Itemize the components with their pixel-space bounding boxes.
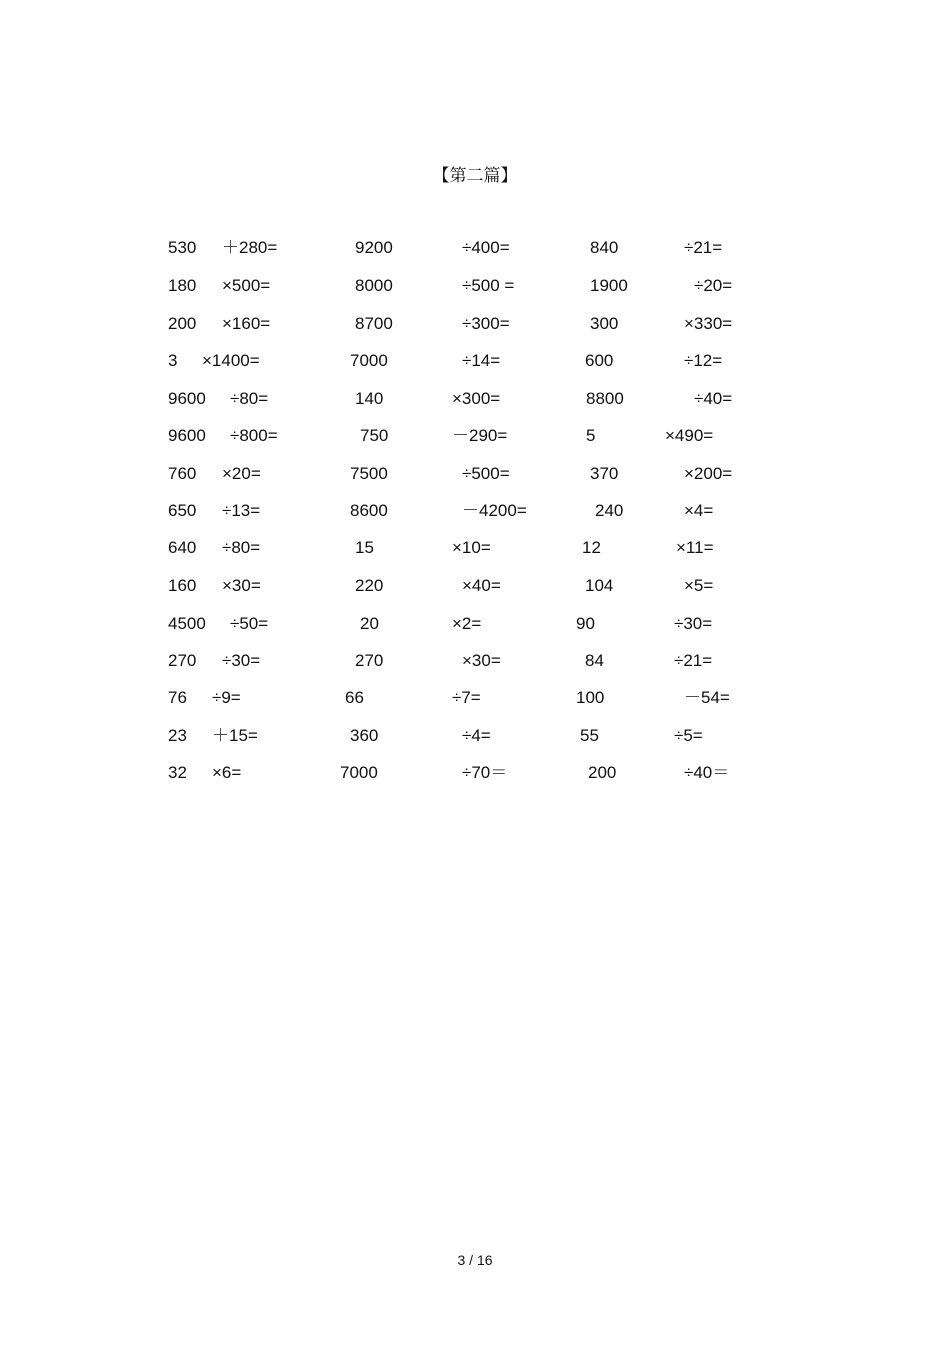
operation-b: ÷500 = [462,276,515,295]
operation-a: ＋280= [222,238,278,257]
operand-a: 32 [168,763,187,782]
operand-c: 104 [585,576,614,595]
operand-b: 750 [360,426,389,445]
problem-row [0,649,950,673]
operation-a: ×6= [212,763,242,782]
operation-c: ×330= [684,314,733,333]
operand-a: 3 [168,351,178,370]
operation-c: ×5= [684,576,714,595]
operation-c: ÷30= [674,614,713,633]
operand-b: 7000 [350,351,388,370]
problem-row [0,574,950,598]
operation-b: ÷4= [462,726,491,745]
operand-b: 8700 [355,314,393,333]
operand-b: 8600 [350,501,388,520]
problem-row [0,612,950,636]
operation-c: ÷40＝ [684,763,730,782]
operation-a: ÷80= [222,538,261,557]
operation-c: ÷12= [684,351,723,370]
operation-b: ×300= [452,389,501,408]
operand-b: 220 [355,576,384,595]
operand-c: 12 [582,538,601,557]
problem-row [0,724,950,748]
operand-a: 760 [168,464,197,483]
operand-a: 640 [168,538,197,557]
operation-a: ÷9= [212,688,241,707]
operation-b: ×40= [462,576,501,595]
operand-b: 360 [350,726,379,745]
operation-b: ÷500= [462,464,510,483]
operand-c: 1900 [590,276,628,295]
operation-b: ÷7= [452,688,481,707]
operand-c: 100 [576,688,605,707]
operand-a: 180 [168,276,197,295]
operation-a: ÷30= [222,651,261,670]
operation-c: －54= [684,688,730,707]
problem-row [0,536,950,560]
operand-c: 84 [585,651,604,670]
operand-a: 9600 [168,426,206,445]
operand-c: 370 [590,464,619,483]
operation-b: ÷14= [462,351,501,370]
problem-row [0,387,950,411]
operation-c: ÷21= [674,651,713,670]
problem-row [0,236,950,260]
operation-c: ÷20= [694,276,733,295]
operation-c: ×200= [684,464,733,483]
operation-b: －4200= [462,501,527,520]
operation-a: ×20= [222,464,261,483]
operand-c: 55 [580,726,599,745]
page-title: 【第二篇】 [432,166,518,186]
problem-row [0,349,950,373]
operand-c: 300 [590,314,619,333]
operation-a: ＋15= [212,726,258,745]
operation-b: ×30= [462,651,501,670]
operation-c: ÷5= [674,726,703,745]
operand-a: 650 [168,501,197,520]
operand-b: 8000 [355,276,393,295]
operand-a: 23 [168,726,187,745]
operation-b: －290= [452,426,508,445]
problem-row [0,274,950,298]
problem-row [0,424,950,448]
problem-row [0,462,950,486]
problem-row [0,312,950,336]
operand-c: 5 [586,426,596,445]
operation-a: ×500= [222,276,271,295]
operation-a: ×1400= [202,351,260,370]
operation-b: ÷400= [462,238,510,257]
operand-c: 240 [595,501,624,520]
problem-row [0,499,950,523]
operation-a: ×30= [222,576,261,595]
operand-c: 200 [588,763,617,782]
operand-b: 20 [360,614,379,633]
operation-c: ×4= [684,501,714,520]
operation-b: ×10= [452,538,491,557]
operation-c: ÷40= [694,389,733,408]
operation-b: ÷70＝ [462,763,508,782]
problem-row [0,686,950,710]
operand-a: 9600 [168,389,206,408]
operation-c: ×490= [665,426,714,445]
operand-c: 90 [576,614,595,633]
operand-c: 840 [590,238,619,257]
operand-b: 7500 [350,464,388,483]
operation-c: ÷21= [684,238,723,257]
operand-b: 9200 [355,238,393,257]
operand-b: 66 [345,688,364,707]
operation-a: ÷80= [230,389,269,408]
operand-a: 200 [168,314,197,333]
operation-a: ÷13= [222,501,261,520]
operand-c: 600 [585,351,614,370]
operand-c: 8800 [586,389,624,408]
operation-b: ×2= [452,614,482,633]
operation-a: ×160= [222,314,271,333]
operand-b: 15 [355,538,374,557]
operand-a: 530 [168,238,197,257]
operation-b: ÷300= [462,314,510,333]
operation-a: ÷800= [230,426,278,445]
operand-a: 270 [168,651,197,670]
page-number: 3 / 16 [457,1252,493,1268]
operand-a: 160 [168,576,197,595]
operand-a: 4500 [168,614,206,633]
operand-b: 7000 [340,763,378,782]
operand-b: 270 [355,651,384,670]
operand-a: 76 [168,688,187,707]
problem-row [0,761,950,785]
operation-c: ×11= [676,538,714,557]
operand-b: 140 [355,389,384,408]
operation-a: ÷50= [230,614,269,633]
